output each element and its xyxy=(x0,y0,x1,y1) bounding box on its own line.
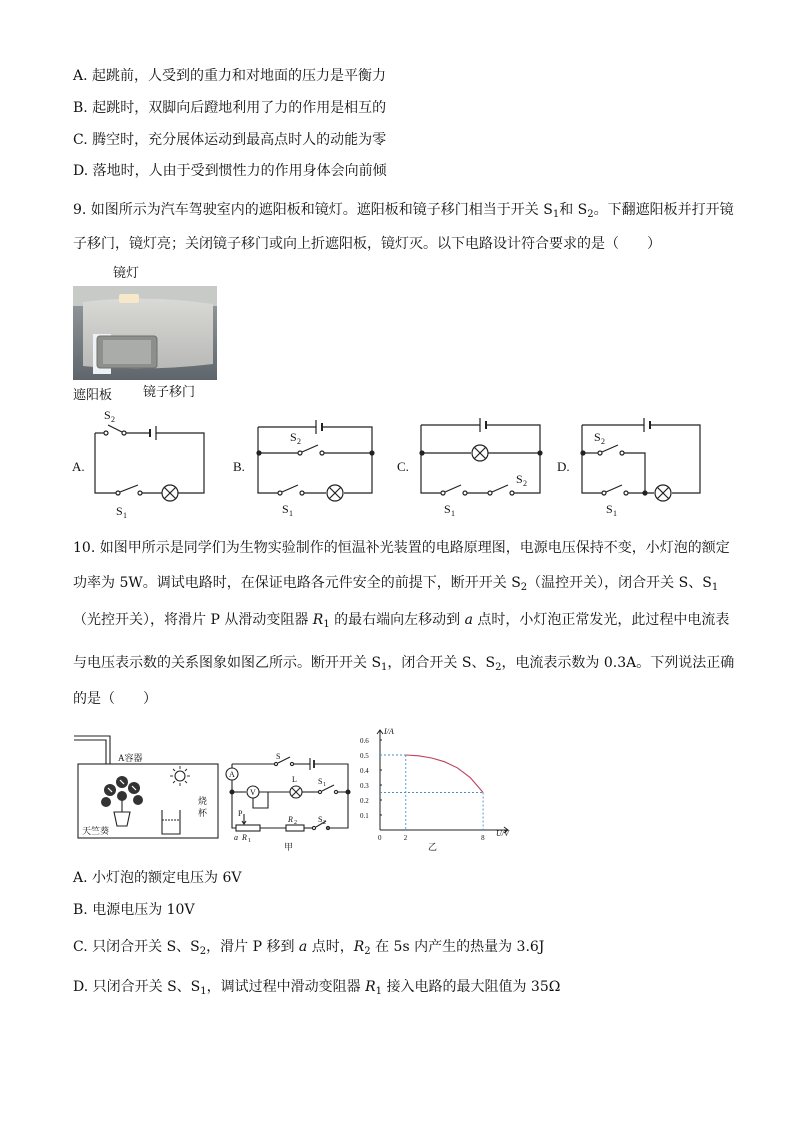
svg-text:R: R xyxy=(288,815,293,824)
chart-ylabel: I/A xyxy=(384,727,394,736)
svg-text:a: a xyxy=(234,833,238,842)
chart-y-tick-label: 0.3 xyxy=(360,782,369,790)
svg-text:R: R xyxy=(242,833,247,842)
svg-text:杯: 杯 xyxy=(198,808,208,818)
svg-text:烧: 烧 xyxy=(198,796,208,806)
q10-stem-line3: （光控开关），将滑片 P 从滑动变阻器 $R_1$ 的最右端向左移动到 a 点时，小灯泡正常发光，此过程中电流表 xyxy=(73,612,730,630)
svg-text:1: 1 xyxy=(123,511,127,520)
q9-stem-line2: 子移门，镜灯亮；关闭镜子移门或向上折遮阳板，镜灯灭。以下电路设计符合要求的是（ ） xyxy=(73,236,661,252)
chart-x-tick-label: 0 xyxy=(378,834,382,842)
q8-option-a: A. 起跳前，人受到的重力和对地面的压力是平衡力 xyxy=(73,68,387,84)
svg-text:S: S xyxy=(104,408,111,422)
svg-text:甲: 甲 xyxy=(284,842,294,852)
svg-text:2: 2 xyxy=(601,437,605,446)
sun-visor-photo xyxy=(73,286,217,380)
svg-text:1: 1 xyxy=(613,509,617,518)
q10-option-a: A. 小灯泡的额定电压为 6V xyxy=(73,870,242,886)
svg-text:S: S xyxy=(290,430,297,444)
svg-text:V: V xyxy=(250,788,256,797)
svg-text:S: S xyxy=(318,815,323,824)
chart-y-tick-label: 0.6 xyxy=(360,737,369,745)
svg-text:S: S xyxy=(444,502,451,516)
q9-circuit-options xyxy=(60,405,720,525)
svg-text:S: S xyxy=(318,777,323,786)
circuit-b xyxy=(233,420,374,518)
svg-text:B.: B. xyxy=(233,459,245,474)
q8-option-b: B. 起跳时，双脚向后蹬地利用了力的作用是相互的 xyxy=(73,100,387,116)
svg-text:A: A xyxy=(229,770,235,779)
svg-text:2: 2 xyxy=(297,437,301,446)
q10-stem-line1: 10. 如图甲所示是同学们为生物实验制作的恒温补光装置的电路原理图，电源电压保持不变，小灯泡的额定 xyxy=(73,540,730,556)
svg-text:S: S xyxy=(606,502,613,516)
photo-label-visor: 遮阳板 xyxy=(73,388,113,403)
circuit-c xyxy=(397,418,542,518)
q10-option-b: B. 电源电压为 10V xyxy=(73,902,195,918)
svg-text:2: 2 xyxy=(111,415,115,424)
circuit-d xyxy=(557,418,700,518)
svg-text:L: L xyxy=(292,775,297,784)
svg-text:C.: C. xyxy=(397,459,409,474)
svg-text:S: S xyxy=(282,502,289,516)
q10-option-c: C. 只闭合开关 S、$S_2$，滑片 P 移到 a 点时，$R_2$ 在 5s 内产生的热量为 3.6J xyxy=(73,939,545,957)
svg-text:D.: D. xyxy=(557,459,570,474)
svg-text:A.: A. xyxy=(72,459,85,474)
q10-graph-yi xyxy=(358,724,518,856)
chart-y-tick-label: 0.4 xyxy=(360,767,369,775)
svg-text:1: 1 xyxy=(289,509,293,518)
chart-x-tick-label: 2 xyxy=(403,834,408,842)
chart-x-tick-label: 8 xyxy=(481,834,485,842)
svg-text:1: 1 xyxy=(451,509,455,518)
q8-option-d: D. 落地时，人由于受到惯性力的作用身体会向前倾 xyxy=(73,163,387,179)
q10-stem-line5: 的是（ ） xyxy=(73,691,157,707)
photo-label-lamp: 镜灯 xyxy=(113,266,140,281)
svg-text:1: 1 xyxy=(248,838,251,844)
chart-figure-label: 乙 xyxy=(428,842,438,852)
svg-text:2: 2 xyxy=(323,820,326,826)
chart-y-tick-label: 0.1 xyxy=(360,812,369,820)
circuit-a xyxy=(72,408,204,520)
svg-text:S: S xyxy=(116,504,123,518)
q10-stem-line2: 功率为 5W。调试电路时，在保证电路各元件安全的前提下，断开开关 $S_2$（温控开关），闭合开关 S、$S_1$ xyxy=(73,575,719,593)
q10-stem-line4: 与电压表示数的关系图象如图乙所示。断开开关 $S_1$，闭合开关 S、$S_2$，电流表示数为 0.3A。下列说法正确 xyxy=(73,655,735,673)
svg-text:S: S xyxy=(594,430,601,444)
svg-text:S: S xyxy=(516,472,523,486)
q10-circuit-jia xyxy=(222,742,356,854)
svg-text:1: 1 xyxy=(323,782,326,788)
chart-xlabel: U/V xyxy=(496,829,509,838)
q9-stem-line1: 9. 如图所示为汽车驾驶室内的遮阳板和镜灯。遮阳板和镜子移门相当于开关 $S_1$和 $S_2$。下翻遮阳板并打开镜 xyxy=(73,202,734,220)
svg-text:P: P xyxy=(238,809,243,818)
q8-option-c: C. 腾空时，充分展体运动到最高点时人的动能为零 xyxy=(73,132,387,148)
svg-text:A容器: A容器 xyxy=(118,753,143,763)
svg-text:S: S xyxy=(276,752,281,761)
svg-text:2: 2 xyxy=(294,820,297,826)
photo-label-door: 镜子移门 xyxy=(143,385,196,400)
constant-temp-apparatus xyxy=(70,730,220,842)
svg-text:2: 2 xyxy=(523,479,527,488)
svg-text:天竺葵: 天竺葵 xyxy=(82,826,110,836)
q10-option-d: D. 只闭合开关 S、$S_1$，调试过程中滑动变阻器 $R_1$ 接入电路的最大阻值为 35Ω xyxy=(73,979,561,997)
chart-y-tick-label: 0.5 xyxy=(360,752,369,760)
chart-y-tick-label: 0.2 xyxy=(360,797,369,805)
chart-series-line xyxy=(406,755,483,793)
